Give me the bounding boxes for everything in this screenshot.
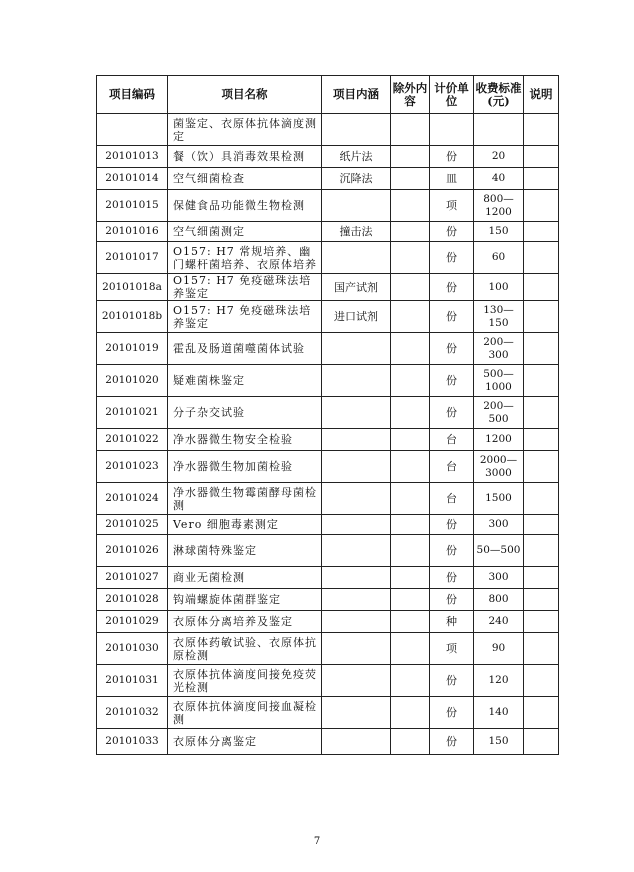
table-row xyxy=(97,665,559,697)
cell-note xyxy=(524,222,559,242)
cell-excluded xyxy=(391,515,430,535)
cell-fee: 130—150 xyxy=(474,301,524,333)
cell-code: 20101023 xyxy=(97,451,168,483)
cell-unit: 台 xyxy=(430,429,474,451)
table-row xyxy=(97,274,559,301)
header-fee: 收费标准(元) xyxy=(474,76,524,114)
cell-name: 空气细菌测定 xyxy=(168,222,322,242)
cell-code: 20101014 xyxy=(97,168,168,190)
table-row xyxy=(97,168,559,190)
cell-content xyxy=(322,515,391,535)
cell-code: 20101024 xyxy=(97,483,168,515)
cell-unit: 份 xyxy=(430,397,474,429)
cell-code: 20101013 xyxy=(97,146,168,168)
cell-content: 沉降法 xyxy=(322,168,391,190)
cell-note xyxy=(524,397,559,429)
cell-content xyxy=(322,114,391,146)
header-code: 项目编码 xyxy=(97,76,168,114)
cell-code: 20101029 xyxy=(97,611,168,633)
cell-code: 20101015 xyxy=(97,190,168,222)
table-row xyxy=(97,483,559,515)
cell-unit: 份 xyxy=(430,665,474,697)
cell-code: 20101020 xyxy=(97,365,168,397)
cell-unit: 份 xyxy=(430,222,474,242)
cell-code: 20101032 xyxy=(97,697,168,729)
cell-unit: 份 xyxy=(430,535,474,567)
table-row xyxy=(97,567,559,589)
cell-excluded xyxy=(391,567,430,589)
cell-note xyxy=(524,535,559,567)
table-row xyxy=(97,365,559,397)
cell-name: 商业无菌检测 xyxy=(168,567,322,589)
table-row xyxy=(97,729,559,755)
cell-note xyxy=(524,451,559,483)
cell-note xyxy=(524,114,559,146)
cell-content xyxy=(322,589,391,611)
cell-name: Vero 细胞毒素测定 xyxy=(168,515,322,535)
cell-excluded xyxy=(391,589,430,611)
table-row xyxy=(97,535,559,567)
header-unit: 计价单位 xyxy=(430,76,474,114)
cell-name: O157: H7 免疫磁珠法培养鉴定 xyxy=(168,301,322,333)
cell-content xyxy=(322,451,391,483)
cell-name: 钩端螺旋体菌群鉴定 xyxy=(168,589,322,611)
cell-note xyxy=(524,146,559,168)
fee-table xyxy=(96,75,559,755)
cell-fee: 800 xyxy=(474,589,524,611)
cell-code: 20101018a xyxy=(97,274,168,301)
cell-excluded xyxy=(391,274,430,301)
cell-code: 20101022 xyxy=(97,429,168,451)
cell-name: 空气细菌检查 xyxy=(168,168,322,190)
cell-fee: 2000—3000 xyxy=(474,451,524,483)
cell-note xyxy=(524,483,559,515)
cell-content xyxy=(322,242,391,274)
cell-note xyxy=(524,274,559,301)
header-content: 项目内涵 xyxy=(322,76,391,114)
cell-fee: 50—500 xyxy=(474,535,524,567)
cell-fee: 60 xyxy=(474,242,524,274)
cell-name: O157: H7 常规培养、幽门螺杆菌培养、衣原体培养 xyxy=(168,242,322,274)
cell-excluded xyxy=(391,301,430,333)
cell-name: 霍乱及肠道菌噬菌体试验 xyxy=(168,333,322,365)
cell-fee: 40 xyxy=(474,168,524,190)
cell-excluded xyxy=(391,665,430,697)
cell-excluded xyxy=(391,365,430,397)
cell-code: 20101027 xyxy=(97,567,168,589)
cell-excluded xyxy=(391,114,430,146)
cell-name: O157: H7 免疫磁珠法培养鉴定 xyxy=(168,274,322,301)
cell-content xyxy=(322,697,391,729)
table-row xyxy=(97,190,559,222)
cell-content xyxy=(322,665,391,697)
cell-note xyxy=(524,589,559,611)
cell-code: 20101030 xyxy=(97,633,168,665)
cell-note xyxy=(524,190,559,222)
cell-code: 20101026 xyxy=(97,535,168,567)
cell-fee xyxy=(474,114,524,146)
table-row-continuation xyxy=(97,114,559,146)
cell-fee: 240 xyxy=(474,611,524,633)
cell-name: 净水器微生物安全检验 xyxy=(168,429,322,451)
cell-code: 20101025 xyxy=(97,515,168,535)
cell-content xyxy=(322,333,391,365)
cell-content: 纸片法 xyxy=(322,146,391,168)
table-row xyxy=(97,697,559,729)
table-header-row xyxy=(97,76,559,114)
cell-unit: 份 xyxy=(430,515,474,535)
cell-note xyxy=(524,333,559,365)
table-row xyxy=(97,633,559,665)
cell-excluded xyxy=(391,222,430,242)
cell-excluded xyxy=(391,633,430,665)
cell-unit xyxy=(430,114,474,146)
cell-excluded xyxy=(391,429,430,451)
cell-note xyxy=(524,168,559,190)
cell-unit: 份 xyxy=(430,729,474,755)
cell-unit: 份 xyxy=(430,567,474,589)
cell-content xyxy=(322,483,391,515)
cell-excluded xyxy=(391,535,430,567)
cell-note xyxy=(524,242,559,274)
cell-content xyxy=(322,190,391,222)
cell-excluded xyxy=(391,611,430,633)
cell-note xyxy=(524,515,559,535)
table-row xyxy=(97,242,559,274)
cell-fee: 1500 xyxy=(474,483,524,515)
cell-note xyxy=(524,611,559,633)
cell-note xyxy=(524,729,559,755)
cell-excluded xyxy=(391,451,430,483)
cell-content xyxy=(322,729,391,755)
cell-excluded xyxy=(391,190,430,222)
cell-name: 衣原体抗体滴度间接免疫荧光检测 xyxy=(168,665,322,697)
cell-unit: 项 xyxy=(430,190,474,222)
cell-content xyxy=(322,567,391,589)
header-note: 说明 xyxy=(524,76,559,114)
cell-code: 20101018b xyxy=(97,301,168,333)
table-row xyxy=(97,589,559,611)
cell-unit: 份 xyxy=(430,697,474,729)
cell-code: 20101031 xyxy=(97,665,168,697)
cell-note xyxy=(524,665,559,697)
cell-code: 20101021 xyxy=(97,397,168,429)
cell-unit: 份 xyxy=(430,589,474,611)
cell-excluded xyxy=(391,168,430,190)
cell-fee: 140 xyxy=(474,697,524,729)
cell-excluded xyxy=(391,729,430,755)
table-row xyxy=(97,429,559,451)
table-row xyxy=(97,333,559,365)
cell-name: 淋球菌特殊鉴定 xyxy=(168,535,322,567)
cell-unit: 项 xyxy=(430,633,474,665)
cell-content xyxy=(322,429,391,451)
cell-content xyxy=(322,611,391,633)
cell-name: 衣原体抗体滴度间接血凝检测 xyxy=(168,697,322,729)
cell-content xyxy=(322,535,391,567)
cell-name: 疑难菌株鉴定 xyxy=(168,365,322,397)
cell-code: 20101028 xyxy=(97,589,168,611)
cell-fee: 200—300 xyxy=(474,333,524,365)
cell-content xyxy=(322,397,391,429)
header-excluded: 除外内容 xyxy=(391,76,430,114)
cell-name: 菌鉴定、衣原体抗体滴度测定 xyxy=(168,114,322,146)
cell-excluded xyxy=(391,333,430,365)
cell-unit: 份 xyxy=(430,242,474,274)
cell-unit: 皿 xyxy=(430,168,474,190)
cell-name: 保健食品功能微生物检测 xyxy=(168,190,322,222)
cell-content: 撞击法 xyxy=(322,222,391,242)
cell-name: 净水器微生物霉菌酵母菌检测 xyxy=(168,483,322,515)
cell-code: 20101033 xyxy=(97,729,168,755)
cell-code: 20101016 xyxy=(97,222,168,242)
cell-fee: 200—500 xyxy=(474,397,524,429)
cell-unit: 台 xyxy=(430,483,474,515)
table-row xyxy=(97,397,559,429)
cell-code: 20101017 xyxy=(97,242,168,274)
cell-unit: 种 xyxy=(430,611,474,633)
cell-fee: 20 xyxy=(474,146,524,168)
cell-fee: 800—1200 xyxy=(474,190,524,222)
cell-excluded xyxy=(391,242,430,274)
cell-unit: 份 xyxy=(430,146,474,168)
cell-note xyxy=(524,633,559,665)
cell-excluded xyxy=(391,697,430,729)
cell-unit: 份 xyxy=(430,274,474,301)
cell-note xyxy=(524,697,559,729)
cell-unit: 台 xyxy=(430,451,474,483)
cell-name: 分子杂交试验 xyxy=(168,397,322,429)
table-row xyxy=(97,146,559,168)
cell-fee: 90 xyxy=(474,633,524,665)
cell-content: 国产试剂 xyxy=(322,274,391,301)
cell-code xyxy=(97,114,168,146)
cell-unit: 份 xyxy=(430,301,474,333)
cell-unit: 份 xyxy=(430,333,474,365)
cell-fee: 120 xyxy=(474,665,524,697)
cell-fee: 300 xyxy=(474,567,524,589)
cell-fee: 150 xyxy=(474,729,524,755)
cell-excluded xyxy=(391,397,430,429)
cell-name: 衣原体分离鉴定 xyxy=(168,729,322,755)
cell-fee: 1200 xyxy=(474,429,524,451)
cell-content: 进口试剂 xyxy=(322,301,391,333)
cell-note xyxy=(524,567,559,589)
cell-name: 餐（饮）具消毒效果检测 xyxy=(168,146,322,168)
table-row xyxy=(97,451,559,483)
table-row xyxy=(97,301,559,333)
cell-excluded xyxy=(391,146,430,168)
cell-note xyxy=(524,429,559,451)
table-row xyxy=(97,611,559,633)
cell-note xyxy=(524,301,559,333)
header-name: 项目名称 xyxy=(168,76,322,114)
cell-fee: 100 xyxy=(474,274,524,301)
cell-note xyxy=(524,365,559,397)
cell-name: 净水器微生物加菌检验 xyxy=(168,451,322,483)
cell-content xyxy=(322,365,391,397)
cell-name: 衣原体分离培养及鉴定 xyxy=(168,611,322,633)
cell-code: 20101019 xyxy=(97,333,168,365)
cell-fee: 150 xyxy=(474,222,524,242)
cell-fee: 500—1000 xyxy=(474,365,524,397)
cell-unit: 份 xyxy=(430,365,474,397)
cell-fee: 300 xyxy=(474,515,524,535)
page-number: 7 xyxy=(313,836,321,847)
table-row xyxy=(97,515,559,535)
cell-excluded xyxy=(391,483,430,515)
cell-name: 衣原体药敏试验、衣原体抗原检测 xyxy=(168,633,322,665)
table-row xyxy=(97,222,559,242)
cell-content xyxy=(322,633,391,665)
